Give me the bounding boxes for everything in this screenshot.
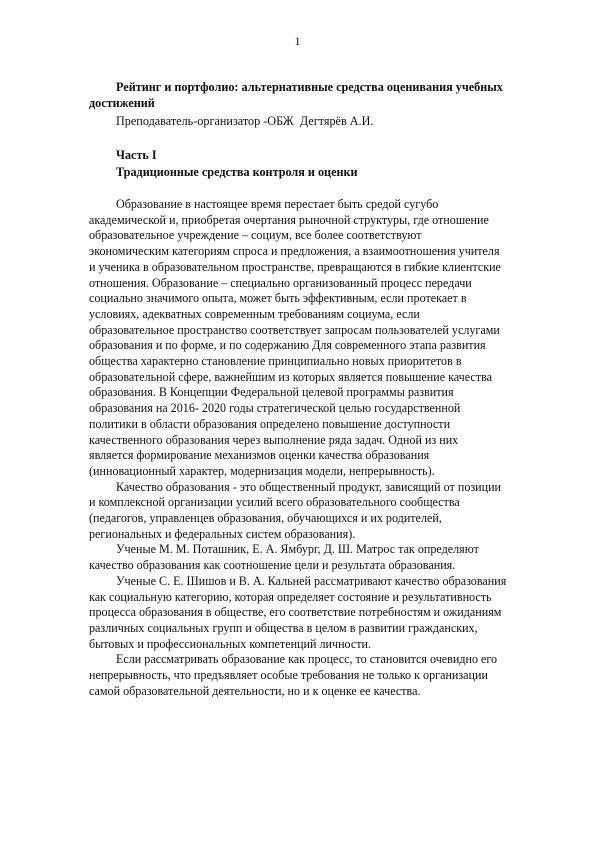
text-line: Ученые М. М. Поташник, Е. А. Ямбург, Д. Ш. Матрос так определяют: [116, 542, 479, 557]
text-line: образовательной сфере, важнейшим из которых является повышение качества: [89, 369, 492, 384]
text-line: различных социальных групп и общества в целом в развитии гражданских,: [89, 620, 478, 635]
text-line: самой образовательной деятельности, но и к оценке ее качества.: [89, 683, 421, 698]
text-line: политики в области образования определено повышение доступности: [89, 416, 451, 431]
text-line: образовательное учреждение – социум, все более соответствуют: [89, 228, 422, 243]
paragraph: [89, 652, 571, 699]
text-line: социально значимого опыта, может быть эффективным, если протекает в: [89, 291, 467, 306]
text-line: Качество образования - это общественный продукт, зависящий от позиции: [116, 479, 502, 494]
text-line: непрерывность, что предъявляет особые требования не только к организации: [89, 668, 488, 683]
text-line: экономическим категориям спроса и предложения, а взаимоотношения учителя: [89, 244, 500, 259]
text-line: процесса образования в обществе, его соответствие потребностям и ожиданиям: [89, 605, 502, 620]
section-subtitle: Традиционные средства контроля и оценки: [116, 165, 358, 179]
text-line: Образование в настоящее время перестает быть средой сугубо: [116, 197, 439, 211]
text-line: региональных и федеральных систем образования).: [89, 526, 356, 541]
text-line: образования на 2016- 2020 годы стратегической целью государственной: [89, 401, 461, 416]
text-line: Ученые С. Е. Шишов и В. А. Кальней рассматривают качество образования: [116, 573, 507, 588]
text-line: общества характерно становление принципиально новых приоритетов в: [89, 354, 462, 369]
text-line: образования и по форме, и по содержанию Для современного этапа развития: [89, 338, 486, 353]
paragraph: [89, 480, 571, 543]
part-heading: Часть I: [116, 148, 157, 162]
text-line: качество образования как соотношение цели и результата образования.: [89, 558, 456, 573]
page-number: 1: [294, 34, 301, 48]
text-line: и ученика в образовательном пространстве, превращаются в гибкие клиентские: [89, 259, 501, 274]
text-line: образовательное пространство соответствует запросам пользователей услугами: [89, 322, 500, 337]
author-line: Преподаватель-организатор -ОБЖ Дегтярёв А.И.: [116, 114, 374, 128]
document-title: Рейтинг и портфолио: альтернативные средства оценивания учебных достижений: [89, 80, 503, 110]
paragraph: [89, 197, 571, 480]
body-text: [89, 197, 571, 700]
paragraph: [89, 574, 571, 653]
text-line: Если рассматривать образование как процесс, то становится очевидно его: [116, 652, 498, 667]
paragraph: [89, 542, 571, 573]
text-line: академической и, приобретая очертания рыночной структуры, где отношение: [89, 212, 489, 227]
text-line: является формирование механизмов оценки качества образования: [89, 448, 430, 463]
text-line: образования. В Концепции Федеральной целевой программы развития: [89, 385, 454, 400]
text-line: (педагогов, управленцев образования, обучающихся и их родителей,: [89, 511, 442, 526]
text-line: отношения. Образование – специально организованный процесс передачи: [89, 275, 472, 290]
text-line: условиях, адекватных современным требованиям социума, если: [89, 306, 420, 321]
text-line: (инновационный характер, модернизация модели, непрерывность).: [89, 463, 435, 478]
text-line: как социальную категорию, которая определяет состояние и результативность: [89, 589, 492, 604]
text-line: качественного образования через выполнение ряда задач. Одной из них: [89, 432, 459, 447]
text-line: и комплексной организации усилий всего образовательного сообщества: [89, 495, 460, 510]
text-line: бытовых и профессиональных компетенций личности.: [89, 636, 372, 651]
